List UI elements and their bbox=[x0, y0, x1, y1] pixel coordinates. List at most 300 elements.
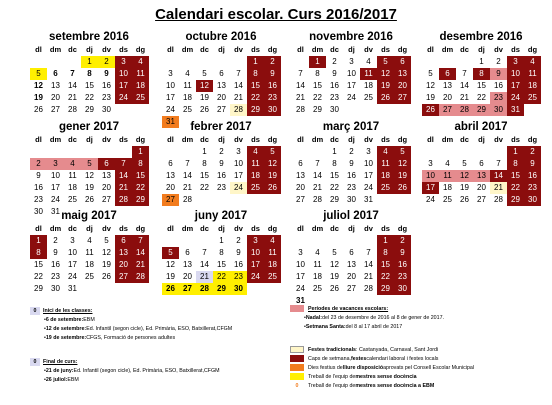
start-3-text: CFGS, Formació de persones adultes bbox=[86, 334, 176, 341]
month-grid bbox=[292, 223, 412, 307]
day-cell: 31 bbox=[364, 195, 373, 204]
weekday-header: ds bbox=[381, 135, 390, 144]
day-cell: 22 bbox=[132, 182, 149, 194]
day-cell: 1 bbox=[81, 56, 98, 68]
day-cell: 15 bbox=[247, 80, 264, 92]
month-grid bbox=[30, 44, 150, 116]
weekday-header: dv bbox=[494, 135, 503, 144]
day-cell: 15 bbox=[377, 259, 394, 271]
day-cell: 6 bbox=[298, 159, 303, 168]
start-title: Inici de les classes: bbox=[43, 307, 93, 314]
weekday-header: dm bbox=[49, 45, 62, 54]
day-cell: 12 bbox=[394, 158, 411, 170]
day-cell: 4 bbox=[185, 69, 190, 78]
day-cell: 26 bbox=[85, 195, 94, 204]
weekday-header: dm bbox=[49, 135, 62, 144]
month-title: febrer 2017 bbox=[190, 121, 252, 133]
end-1-text: Ed. Infantil (segon cicle), Ed. Primària, ESO, Batxillerat,CFGM bbox=[73, 367, 220, 374]
day-cell: 15 bbox=[507, 170, 524, 182]
empty-cell bbox=[456, 146, 473, 158]
key-5-text: Treball de l'equip de bbox=[308, 382, 356, 389]
weekday-header: dg bbox=[397, 224, 408, 233]
day-cell: 13 bbox=[183, 260, 192, 269]
weekday-header: dl bbox=[297, 45, 304, 54]
end-1-date: 21 de juny: bbox=[45, 367, 74, 374]
key-4-bold: mestres sense docència bbox=[355, 373, 417, 380]
day-cell: 7 bbox=[185, 159, 190, 168]
day-cell: 31 bbox=[296, 296, 305, 305]
day-cell: 5 bbox=[394, 146, 411, 158]
day-cell: 4 bbox=[377, 146, 394, 158]
weekday-header: dc bbox=[330, 45, 339, 54]
day-cell: 16 bbox=[494, 81, 503, 90]
day-cell: 8 bbox=[247, 68, 264, 80]
day-cell: 11 bbox=[524, 68, 541, 80]
key-3-text: Dies festius de bbox=[308, 364, 343, 371]
weekday-header: dm bbox=[181, 45, 194, 54]
start-1-text: EBM bbox=[83, 316, 95, 323]
day-cell: 23 bbox=[34, 195, 43, 204]
day-cell: 22 bbox=[34, 272, 43, 281]
start-3-date: 19 de setembre: bbox=[45, 334, 87, 341]
day-cell: 18 bbox=[313, 272, 322, 281]
day-cell: 13 bbox=[166, 171, 175, 180]
day-cell: 6 bbox=[168, 159, 173, 168]
day-cell: 26 bbox=[34, 105, 43, 114]
day-cell: 5 bbox=[332, 248, 337, 257]
day-cell: 7 bbox=[366, 248, 371, 257]
day-cell: 5 bbox=[377, 56, 394, 68]
day-cell: 20 bbox=[477, 183, 486, 192]
empty-cell bbox=[179, 146, 196, 158]
day-cell: 9 bbox=[349, 159, 354, 168]
day-cell: 14 bbox=[460, 81, 469, 90]
day-cell: 7 bbox=[462, 69, 467, 78]
day-cell: 7 bbox=[70, 69, 75, 78]
day-cell: 18 bbox=[264, 259, 281, 271]
empty-cell bbox=[326, 235, 343, 247]
month-grid bbox=[30, 223, 150, 295]
day-cell: 5 bbox=[462, 159, 467, 168]
key-4-text: Treball de l'equip de bbox=[308, 373, 356, 380]
day-cell: 19 bbox=[377, 80, 394, 92]
day-cell: 26 bbox=[460, 195, 469, 204]
empty-cell bbox=[64, 56, 81, 68]
day-cell: 3 bbox=[168, 69, 173, 78]
day-cell: 7 bbox=[236, 69, 241, 78]
day-cell: 4 bbox=[87, 236, 92, 245]
day-cell: 28 bbox=[196, 283, 213, 295]
weekday-header: dg bbox=[135, 224, 146, 233]
empty-cell bbox=[30, 146, 47, 158]
day-cell: 9 bbox=[219, 159, 224, 168]
month-title: juliol 2017 bbox=[323, 210, 379, 222]
empty-cell bbox=[196, 56, 213, 68]
day-cell: 23 bbox=[217, 183, 226, 192]
day-cell: 17 bbox=[166, 93, 175, 102]
month-0 bbox=[28, 30, 150, 116]
day-cell: 10 bbox=[68, 248, 77, 257]
weekday-header: dv bbox=[364, 135, 373, 144]
empty-cell bbox=[47, 56, 64, 68]
weekday-header: ds bbox=[119, 45, 128, 54]
day-cell: 9 bbox=[53, 248, 58, 257]
day-cell: 27 bbox=[296, 195, 305, 204]
day-cell: 5 bbox=[162, 247, 179, 259]
day-cell: 13 bbox=[473, 170, 490, 182]
day-cell: 6 bbox=[394, 56, 411, 68]
key-2-text-2: calendari laboral i festes locals bbox=[366, 355, 439, 362]
day-cell: 25 bbox=[183, 105, 192, 114]
day-cell: 16 bbox=[102, 81, 111, 90]
day-cell: 8 bbox=[202, 159, 207, 168]
month-grid bbox=[162, 134, 282, 206]
month-title: octubre 2016 bbox=[185, 31, 257, 43]
empty-cell bbox=[309, 146, 326, 158]
weekday-header: ds bbox=[511, 135, 520, 144]
day-cell: 2 bbox=[30, 158, 47, 170]
month-title: desembre 2016 bbox=[439, 31, 523, 43]
day-cell: 14 bbox=[234, 81, 243, 90]
day-cell: 4 bbox=[366, 57, 371, 66]
weekday-header: dm bbox=[441, 135, 454, 144]
start-box: 0 bbox=[30, 307, 40, 315]
day-cell: 28 bbox=[494, 195, 503, 204]
day-cell: 12 bbox=[196, 80, 213, 92]
day-cell: 11 bbox=[377, 158, 394, 170]
day-cell: 2 bbox=[98, 56, 115, 68]
day-cell: 25 bbox=[443, 195, 452, 204]
day-cell: 28 bbox=[115, 194, 132, 206]
month-grid bbox=[292, 134, 412, 206]
key-1-bold: Festes tradicionals bbox=[308, 346, 356, 353]
empty-cell bbox=[292, 146, 309, 158]
day-cell: 11 bbox=[247, 158, 264, 170]
weekday-header: dl bbox=[297, 135, 304, 144]
day-cell: 28 bbox=[230, 104, 247, 116]
day-cell: 8 bbox=[315, 69, 320, 78]
day-cell: 28 bbox=[456, 104, 473, 116]
day-cell: 2 bbox=[332, 57, 337, 66]
traditional-swatch bbox=[290, 346, 304, 353]
empty-cell bbox=[98, 146, 115, 158]
day-cell: 10 bbox=[247, 247, 264, 259]
day-cell: 20 bbox=[166, 183, 175, 192]
end-2-text: EBM bbox=[67, 376, 79, 383]
weekday-header: dc bbox=[330, 224, 339, 233]
day-cell: 6 bbox=[439, 68, 456, 80]
month-5 bbox=[160, 120, 282, 206]
day-cell: 12 bbox=[330, 260, 339, 269]
day-cell: 29 bbox=[247, 104, 264, 116]
day-cell: 4 bbox=[315, 248, 320, 257]
day-cell: 19 bbox=[102, 260, 111, 269]
weekday-header: dv bbox=[364, 224, 373, 233]
day-cell: 22 bbox=[200, 183, 209, 192]
day-cell: 16 bbox=[34, 183, 43, 192]
day-cell: 23 bbox=[347, 183, 356, 192]
day-cell: 4 bbox=[64, 158, 81, 170]
weekday-header: dl bbox=[167, 224, 174, 233]
day-cell: 10 bbox=[51, 171, 60, 180]
day-cell: 19 bbox=[264, 170, 281, 182]
day-cell: 20 bbox=[347, 272, 356, 281]
day-cell: 5 bbox=[81, 158, 98, 170]
key-3-bold: lliure disposició bbox=[342, 364, 384, 371]
day-cell: 20 bbox=[102, 183, 111, 192]
day-cell: 11 bbox=[360, 68, 377, 80]
day-cell: 28 bbox=[132, 271, 149, 283]
weekday-header: dj bbox=[86, 135, 93, 144]
day-cell: 6 bbox=[115, 235, 132, 247]
day-cell: 15 bbox=[217, 260, 226, 269]
empty-cell bbox=[30, 56, 47, 68]
day-cell: 23 bbox=[51, 272, 60, 281]
weekday-header: dj bbox=[478, 45, 485, 54]
weekday-header: dv bbox=[234, 135, 243, 144]
day-cell: 16 bbox=[234, 260, 243, 269]
day-cell: 22 bbox=[85, 93, 94, 102]
empty-cell bbox=[439, 56, 456, 68]
day-cell: 8 bbox=[377, 247, 394, 259]
day-cell: 14 bbox=[183, 171, 192, 180]
month-8 bbox=[28, 209, 150, 295]
day-cell: 10 bbox=[234, 159, 243, 168]
weekday-header: dm bbox=[311, 45, 324, 54]
day-cell: 21 bbox=[68, 93, 77, 102]
day-cell: 14 bbox=[68, 81, 77, 90]
weekday-header: dj bbox=[218, 224, 225, 233]
day-cell: 2 bbox=[53, 236, 58, 245]
vac-1-text: del 23 de desembre de 2016 al 8 de gener de 2017. bbox=[322, 314, 444, 321]
day-cell: 25 bbox=[524, 92, 541, 104]
day-cell: 25 bbox=[377, 182, 394, 194]
day-cell: 5 bbox=[104, 236, 109, 245]
day-cell: 29 bbox=[507, 194, 524, 206]
day-cell: 15 bbox=[313, 81, 322, 90]
day-cell: 7 bbox=[315, 159, 320, 168]
day-cell: 24 bbox=[166, 105, 175, 114]
day-cell: 6 bbox=[349, 248, 354, 257]
day-cell: 11 bbox=[313, 260, 322, 269]
day-cell: 14 bbox=[313, 171, 322, 180]
day-cell: 13 bbox=[102, 171, 111, 180]
day-cell: 9 bbox=[104, 69, 109, 78]
day-cell: 22 bbox=[313, 93, 322, 102]
day-cell: 29 bbox=[473, 104, 490, 116]
day-cell: 15 bbox=[34, 260, 43, 269]
empty-cell bbox=[422, 56, 439, 68]
weekday-header: dj bbox=[348, 45, 355, 54]
day-cell: 2 bbox=[264, 56, 281, 68]
day-cell: 30 bbox=[34, 207, 43, 216]
day-cell: 17 bbox=[422, 182, 439, 194]
weekday-header: dl bbox=[35, 45, 42, 54]
empty-cell bbox=[456, 56, 473, 68]
month-title: setembre 2016 bbox=[49, 31, 129, 43]
legend-vacations: Períodes de vacances escolars: • Nadal: del 23 de desembre de 2016 al 8 de gener de 2017. • Setmana Santa: del 8 al 17 abril de 2017 bbox=[290, 304, 545, 331]
month-title: juny 2017 bbox=[194, 210, 248, 222]
weekday-header: dc bbox=[200, 45, 209, 54]
day-cell: 24 bbox=[247, 271, 264, 283]
weekday-header: dg bbox=[527, 45, 538, 54]
weekday-header: dg bbox=[267, 224, 278, 233]
weekday-header: dl bbox=[35, 135, 42, 144]
day-cell: 3 bbox=[507, 56, 524, 68]
weekday-header: dc bbox=[330, 135, 339, 144]
day-cell: 1 bbox=[132, 146, 149, 158]
weekday-header: dj bbox=[478, 135, 485, 144]
day-cell: 16 bbox=[394, 259, 411, 271]
day-cell: 24 bbox=[51, 195, 60, 204]
empty-cell bbox=[439, 146, 456, 158]
vac-2-text: del 8 al 17 abril de 2017 bbox=[345, 323, 403, 330]
day-cell: 2 bbox=[236, 236, 241, 245]
weekday-header: dj bbox=[218, 135, 225, 144]
start-2-text: Ed. Infantil (segon cicle), Ed. Primària, ESO, Batxillerat,CFGM bbox=[86, 325, 233, 332]
weekday-header: dl bbox=[167, 135, 174, 144]
legend-start: 0 Inici de les classes: • 6 de setembre: EBM • 12 de setembre: Ed. Infantil (segon cicle), Ed. Primària, ESO, Batxillerat,CFGM • 19 de setembre: CFGS, Formació de persones adultes bbox=[30, 306, 270, 342]
legend-key bbox=[290, 345, 550, 390]
day-cell: 29 bbox=[377, 283, 394, 295]
day-cell: 4 bbox=[445, 159, 450, 168]
day-cell: 19 bbox=[330, 272, 339, 281]
day-cell: 2 bbox=[496, 57, 501, 66]
weekday-header: dv bbox=[102, 135, 111, 144]
empty-cell bbox=[47, 146, 64, 158]
day-cell: 22 bbox=[507, 182, 524, 194]
day-cell: 18 bbox=[183, 93, 192, 102]
day-cell: 23 bbox=[524, 182, 541, 194]
day-cell: 12 bbox=[377, 68, 394, 80]
day-cell: 23 bbox=[264, 92, 281, 104]
day-cell: 28 bbox=[313, 195, 322, 204]
key-2-text: Caps de setmana, bbox=[308, 355, 351, 362]
key-2-bold: festes bbox=[351, 355, 367, 362]
weekday-header: dv bbox=[234, 45, 243, 54]
day-cell: 16 bbox=[330, 81, 339, 90]
day-cell: 11 bbox=[183, 81, 192, 90]
month-7 bbox=[420, 120, 542, 206]
key-3-text-2: aprovats pel Consell Escolar Municipal bbox=[383, 364, 475, 371]
day-cell: 9 bbox=[36, 171, 41, 180]
empty-cell bbox=[360, 235, 377, 247]
day-cell: 10 bbox=[166, 81, 175, 90]
day-cell: 8 bbox=[219, 248, 224, 257]
day-cell: 18 bbox=[247, 170, 264, 182]
weekday-header: dv bbox=[102, 45, 111, 54]
day-cell: 16 bbox=[51, 260, 60, 269]
day-cell: 10 bbox=[507, 68, 524, 80]
day-cell: 18 bbox=[68, 183, 77, 192]
empty-cell bbox=[81, 146, 98, 158]
day-cell: 20 bbox=[115, 259, 132, 271]
day-cell: 13 bbox=[296, 171, 305, 180]
day-cell: 17 bbox=[68, 260, 77, 269]
day-cell: 20 bbox=[296, 183, 305, 192]
day-cell: 11 bbox=[85, 248, 94, 257]
month-title: març 2017 bbox=[322, 121, 380, 133]
day-cell: 8 bbox=[87, 69, 92, 78]
month-1 bbox=[160, 30, 282, 128]
weekday-header: dc bbox=[68, 224, 77, 233]
day-cell: 9 bbox=[264, 68, 281, 80]
day-cell: 8 bbox=[132, 158, 149, 170]
empty-cell bbox=[490, 146, 507, 158]
empty-cell bbox=[196, 235, 213, 247]
day-cell: 4 bbox=[247, 146, 264, 158]
day-cell: 31 bbox=[162, 116, 179, 128]
day-cell: 25 bbox=[132, 92, 149, 104]
day-cell: 1 bbox=[332, 147, 337, 156]
day-cell: 12 bbox=[264, 158, 281, 170]
day-cell: 6 bbox=[479, 159, 484, 168]
day-cell: 1 bbox=[479, 57, 484, 66]
day-cell: 16 bbox=[264, 80, 281, 92]
day-cell: 1 bbox=[202, 147, 207, 156]
empty-cell bbox=[292, 56, 309, 68]
month-grid bbox=[422, 134, 542, 206]
weekday-header: dm bbox=[311, 135, 324, 144]
day-cell: 12 bbox=[102, 248, 111, 257]
day-cell: 23 bbox=[394, 271, 411, 283]
weekday-header: dv bbox=[102, 224, 111, 233]
day-cell: 13 bbox=[443, 81, 452, 90]
weekday-header: dm bbox=[181, 224, 194, 233]
teachers-swatch bbox=[290, 373, 304, 380]
day-cell: 5 bbox=[428, 69, 433, 78]
weekday-header: dg bbox=[135, 45, 146, 54]
weekday-header: dj bbox=[348, 135, 355, 144]
month-2 bbox=[290, 30, 412, 116]
month-title: abril 2017 bbox=[454, 121, 508, 133]
weekday-header: dc bbox=[68, 135, 77, 144]
day-cell: 21 bbox=[132, 259, 149, 271]
day-cell: 15 bbox=[85, 81, 94, 90]
day-cell: 11 bbox=[132, 68, 149, 80]
day-cell: 22 bbox=[330, 183, 339, 192]
day-cell: 24 bbox=[115, 92, 132, 104]
day-cell: 2 bbox=[394, 235, 411, 247]
day-cell: 25 bbox=[85, 272, 94, 281]
day-cell: 3 bbox=[428, 159, 433, 168]
weekday-header: dl bbox=[35, 224, 42, 233]
day-cell: 27 bbox=[179, 283, 196, 295]
day-cell: 20 bbox=[443, 93, 452, 102]
empty-cell bbox=[179, 235, 196, 247]
day-cell: 31 bbox=[51, 207, 60, 216]
key-5-bold: mestres sense docència a EBM bbox=[355, 382, 435, 389]
day-cell: 24 bbox=[230, 182, 247, 194]
weekday-header: dg bbox=[397, 135, 408, 144]
day-cell: 22 bbox=[247, 92, 264, 104]
weekend-swatch bbox=[290, 355, 304, 362]
day-cell: 18 bbox=[364, 81, 373, 90]
ebm-box: 0 bbox=[295, 382, 299, 389]
weekday-header: dg bbox=[135, 135, 146, 144]
weekday-header: dv bbox=[234, 224, 243, 233]
legend-end: 0 Final de curs: • 21 de juny: Ed. Infantil (segon cicle), Ed. Primària, ESO, Batxillerat,CFGM • 26 juliol: EBM bbox=[30, 357, 270, 384]
day-cell: 28 bbox=[183, 195, 192, 204]
day-cell: 24 bbox=[364, 183, 373, 192]
weekday-header: dj bbox=[218, 45, 225, 54]
day-cell: 25 bbox=[364, 93, 373, 102]
day-cell: 19 bbox=[394, 170, 411, 182]
day-cell: 8 bbox=[507, 158, 524, 170]
weekday-header: dj bbox=[348, 224, 355, 233]
weekday-header: dl bbox=[167, 45, 174, 54]
day-cell: 20 bbox=[394, 80, 411, 92]
